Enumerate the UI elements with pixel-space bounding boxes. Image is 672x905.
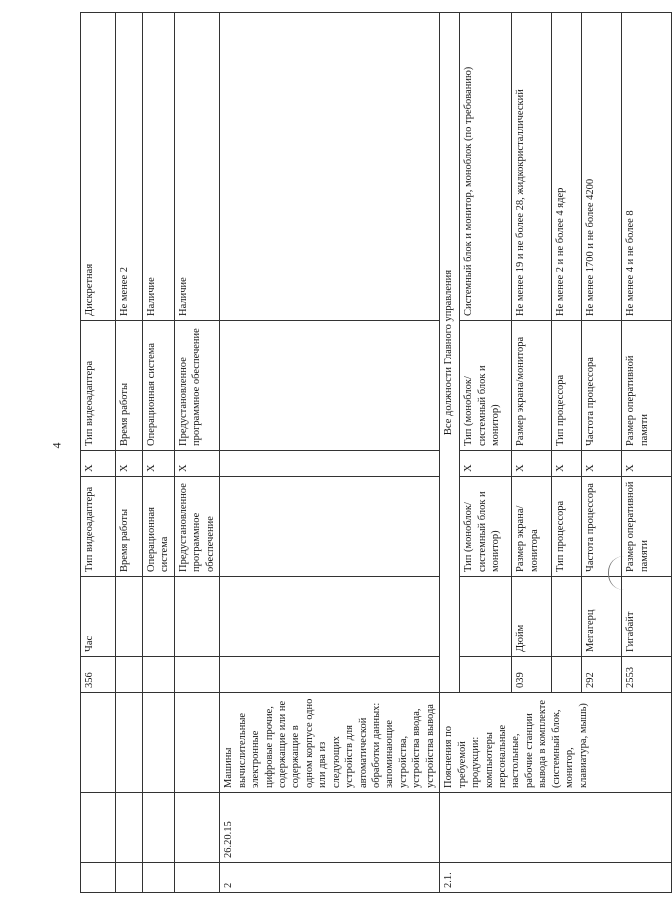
- characteristic-name: Предустановленное программное обеспечение: [174, 477, 219, 577]
- x-mark: X: [174, 451, 219, 477]
- characteristic-name: Операционная система: [143, 321, 175, 451]
- product-explanation: Пояснения по требуемой продукции: компьютеры персональные настольные, рабочие станции вывода в комплекте (системный блок, монитор, клавиатура, мышь): [440, 693, 672, 793]
- characteristic-name: Размер оперативной памяти: [622, 477, 672, 577]
- characteristic-name: Тип видеоадаптера: [81, 477, 116, 577]
- table-row: [81, 13, 116, 893]
- characteristic-name: Частота процессора: [582, 477, 622, 577]
- characteristic-value: Не менее 2 и не более 4 ядер: [552, 13, 582, 321]
- characteristic-name: Размер экрана/монитора: [512, 321, 552, 451]
- characteristic-value: Дискретная: [81, 13, 116, 321]
- section-header: Все должности Главного управления: [440, 13, 460, 693]
- characteristic-value: Наличие: [174, 13, 219, 321]
- x-mark: X: [116, 451, 143, 477]
- unit-name: Час: [81, 577, 116, 657]
- row-number: 2.1.: [440, 863, 672, 893]
- characteristic-name: Размер оперативной памяти: [622, 321, 672, 451]
- unit-name: Дюйм: [512, 577, 552, 657]
- characteristics-table: [80, 12, 672, 893]
- characteristic-name: Время работы: [116, 477, 143, 577]
- page-number: 4: [49, 442, 64, 449]
- x-mark: X: [622, 451, 672, 477]
- x-mark: X: [552, 451, 582, 477]
- characteristic-value: Не менее 4 и не более 8: [622, 13, 672, 321]
- product-name: Машины вычислительные электронные цифровые прочие, содержащие или не содержащие в одном корпусе одно или два из следующих устройств для автоматической обработки данных: запоминающие устройства, устройства ввода, устройства вывода: [220, 693, 440, 793]
- row-number: 2: [220, 863, 440, 893]
- characteristic-name: Операционная система: [143, 477, 175, 577]
- x-mark: X: [81, 451, 116, 477]
- characteristic-name: Частота процессора: [582, 321, 622, 451]
- table-row: [220, 13, 440, 893]
- okpd-code: 292: [582, 657, 622, 693]
- characteristic-name: Время работы: [116, 321, 143, 451]
- characteristic-value: Наличие: [143, 13, 175, 321]
- okpd-code: 356: [81, 657, 116, 693]
- characteristic-name: Тип (моноблок/системный блок и монитор): [460, 477, 512, 577]
- characteristic-value: Не менее 19 и не более 28, жидкокристаллический: [512, 13, 552, 321]
- okpd-code: 039: [512, 657, 552, 693]
- rotated-document: [80, 13, 650, 893]
- characteristic-name: Размер экрана/монитора: [512, 477, 552, 577]
- characteristic-name: Тип видеоадаптера: [81, 321, 116, 451]
- table-row: [143, 13, 175, 893]
- okpd2-code: 26.20.15: [220, 793, 440, 863]
- x-mark: X: [512, 451, 552, 477]
- unit-name: Мегагерц: [582, 577, 622, 657]
- x-mark: X: [460, 451, 512, 477]
- table-row: [440, 13, 460, 893]
- characteristic-name: Тип процессора: [552, 321, 582, 451]
- characteristic-name: Тип процессора: [552, 477, 582, 577]
- table-row: [116, 13, 143, 893]
- characteristic-name: Тип (моноблок/ системный блок и монитор): [460, 321, 512, 451]
- x-mark: X: [582, 451, 622, 477]
- unit-name: Гигабайт: [622, 577, 672, 657]
- table-row: [174, 13, 219, 893]
- characteristic-value: Системный блок и монитор, моноблок (по требованию): [460, 13, 512, 321]
- characteristic-value: Не менее 1700 и не более 4200: [582, 13, 622, 321]
- characteristic-value: Не менее 2: [116, 13, 143, 321]
- characteristic-name: Предустановленное программное обеспечение: [174, 321, 219, 451]
- x-mark: X: [143, 451, 175, 477]
- okpd-code: 2553: [622, 657, 672, 693]
